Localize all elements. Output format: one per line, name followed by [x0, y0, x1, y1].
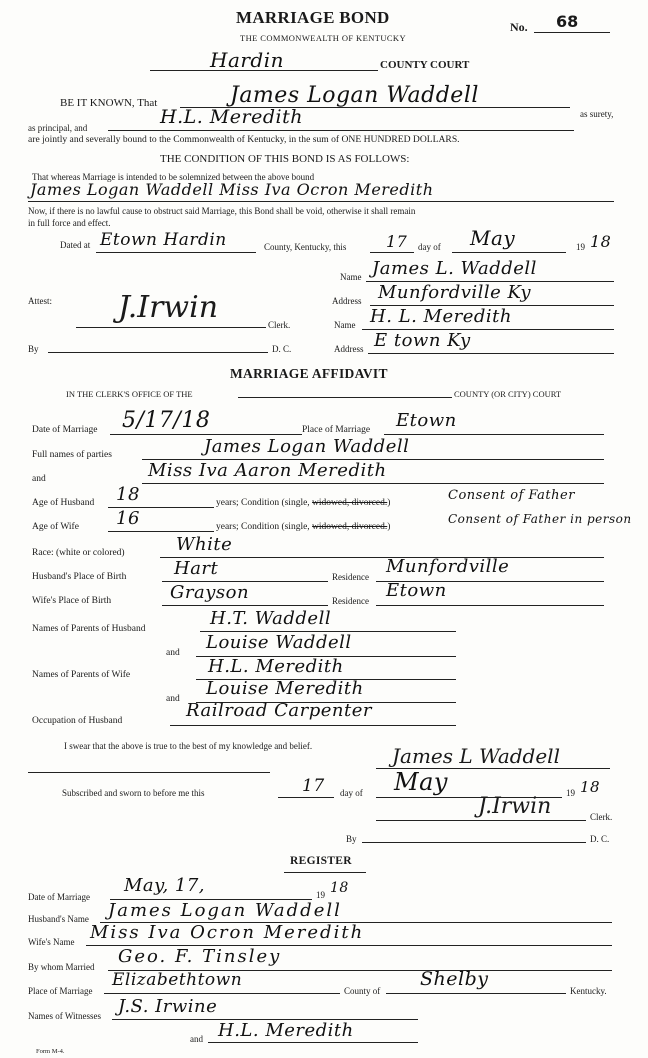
reg-husband-label: Husband's Name [28, 914, 89, 924]
attest-label: Attest: [28, 296, 52, 306]
condition-line1: That whereas Marriage is intended to be solemnized between the above bound [32, 172, 315, 182]
sub-year-suffix: 18 [580, 778, 601, 796]
reg-county-of-label: County of [344, 986, 381, 996]
husband-birth-label: Husband's Place of Birth [32, 572, 127, 582]
reg-date-label: Date of Marriage [28, 892, 90, 902]
wife-residence-value: Etown [386, 580, 447, 601]
bond-year-suffix: 18 [590, 232, 612, 251]
principal-name: James Logan Waddell [230, 83, 479, 108]
reg-year-prefix: 19 [316, 890, 325, 900]
parent-h1-value: H.T. Waddell [210, 608, 332, 629]
affidavit-clerk-label: Clerk. [590, 812, 613, 822]
party2-name: Miss Iva Aaron Meredith [148, 460, 387, 481]
reg-wife-label: Wife's Name [28, 937, 75, 947]
reg-kentucky-label: Kentucky. [570, 986, 607, 996]
sub-year-prefix: 19 [566, 788, 575, 798]
be-it-known: BE IT KNOWN, That [60, 97, 158, 109]
and-label-1: and [32, 474, 46, 484]
address2-label: Address [334, 344, 364, 354]
age-husband-label: Age of Husband [32, 498, 95, 508]
dated-at-label: Dated at [60, 240, 91, 250]
subscribed-day: 17 [302, 776, 325, 796]
reg-date-value: May, 17, [124, 875, 206, 896]
name2-value: H. L. Meredith [370, 306, 512, 327]
reg-married-by-label: By whom Married [28, 962, 95, 972]
surety-name: H.L. Meredith [160, 106, 303, 128]
reg-and-label: and [190, 1034, 203, 1044]
parent-w1-value: H.L. Meredith [208, 656, 344, 677]
subscribed-day-of: day of [340, 788, 363, 798]
county-city-court-label: COUNTY (OR CITY) COURT [454, 389, 562, 399]
wife-condition-value: Consent of Father in person [448, 512, 632, 526]
reg-husband-value: James Logan Waddell [108, 900, 342, 921]
husband-residence-value: Munfordville [386, 556, 510, 577]
affidavit-heading: MARRIAGE AFFIDAVIT [230, 366, 388, 381]
condition-line2: Now, if there is no lawful cause to obstruct said Marriage, this Bond shall be void, otherwise it shall remain [28, 206, 416, 216]
bond-by-label: By [28, 344, 39, 354]
reg-witnesses-label: Names of Witnesses [28, 1011, 101, 1021]
dated-place: Etown Hardin [100, 230, 227, 250]
affiant-signature: James L Waddell [392, 744, 560, 768]
as-principal: as principal, and [28, 123, 88, 133]
age-wife-value: 16 [116, 508, 140, 529]
bond-no-label: No. [510, 20, 528, 34]
bond-year-prefix: 19 [576, 242, 585, 252]
parties-names: James Logan Waddell Miss Iva Ocron Meredith [30, 180, 434, 199]
reg-place-value: Elizabethtown [112, 970, 243, 990]
reg-county-value: Shelby [420, 968, 489, 990]
bond-dc-label: D. C. [272, 344, 292, 354]
reg-married-by-value: Geo. F. Tinsley [118, 946, 282, 967]
place-of-marriage-label: Place of Marriage [302, 425, 371, 435]
jointly-text: are jointly and severally bound to the Commonwealth of Kentucky, in the sum of ONE HUNDRED DOLLARS. [28, 134, 460, 145]
address1-value: Munfordville Ky [378, 282, 532, 303]
condition-heading: THE CONDITION OF THIS BOND IS AS FOLLOWS: [160, 153, 410, 165]
race-value: White [176, 534, 233, 555]
husband-residence-label: Residence [332, 572, 369, 582]
subscribed-month: May [394, 768, 448, 796]
address1-label: Address [332, 296, 362, 306]
affidavit-dc-label: D. C. [590, 834, 610, 844]
parent-h2-value: Louise Waddell [206, 632, 352, 653]
name1-label: Name [340, 272, 362, 282]
name1-value: James L. Waddell [372, 258, 537, 279]
occupation-label: Occupation of Husband [32, 716, 123, 726]
husband-birth-value: Hart [174, 558, 219, 579]
bond-subtitle: THE COMMONWEALTH OF KENTUCKY [240, 33, 407, 43]
wife-years-condition: years; Condition (single, widowed, divorced.) [216, 522, 391, 532]
bond-clerk-label: Clerk. [268, 320, 291, 330]
condition-line3: in full force and effect. [28, 218, 111, 228]
reg-witness1-value: J.S. Irwine [118, 996, 218, 1017]
swear-text: I swear that the above is true to the best of my knowledge and belief. [64, 741, 313, 751]
bond-day-of: day of [418, 242, 441, 252]
parent-w2-value: Louise Meredith [206, 678, 364, 699]
reg-wife-value: Miss Iva Ocron Meredith [90, 922, 365, 943]
race-label: Race: (white or colored) [32, 548, 125, 558]
county-ky-this: County, Kentucky, this [264, 242, 347, 252]
bond-day: 17 [386, 232, 408, 251]
parents-husband-label: Names of Parents of Husband [32, 624, 146, 634]
affidavit-by-label: By [346, 834, 357, 844]
wife-birth-value: Grayson [170, 582, 250, 603]
clerks-office-label: IN THE CLERK'S OFFICE OF THE [66, 389, 193, 399]
bond-title: MARRIAGE BOND [236, 8, 390, 27]
subscribed-text: Subscribed and sworn to before me this [62, 788, 205, 798]
bond-number: 68 [556, 12, 579, 31]
and-label-3: and [166, 694, 180, 704]
age-wife-label: Age of Wife [32, 522, 79, 532]
date-of-marriage-label: Date of Marriage [32, 425, 98, 435]
name2-label: Name [334, 320, 356, 330]
husband-condition-value: Consent of Father [448, 488, 575, 503]
wife-residence-label: Residence [332, 596, 369, 606]
form-number: Form M-4. [36, 1048, 65, 1055]
bond-county: Hardin [210, 48, 285, 72]
and-label-2: and [166, 648, 180, 658]
reg-place-label: Place of Marriage [28, 986, 93, 996]
wife-birth-label: Wife's Place of Birth [32, 596, 112, 606]
age-husband-value: 18 [116, 484, 140, 505]
bond-clerk-signature: J.Irwin [118, 290, 219, 325]
register-heading: REGISTER [290, 855, 352, 867]
bond-month: May [470, 226, 516, 250]
as-surety: as surety, [580, 109, 614, 119]
party1-name: James Logan Waddell [204, 436, 410, 457]
reg-year-suffix: 18 [330, 880, 349, 896]
bond-county-court: COUNTY COURT [380, 59, 470, 71]
full-names-label: Full names of parties [32, 450, 112, 460]
affidavit-clerk-signature: J.Irwin [478, 794, 552, 819]
reg-witness2-value: H.L. Meredith [218, 1020, 354, 1041]
date-of-marriage-value: 5/17/18 [122, 408, 211, 433]
place-of-marriage-value: Etown [396, 410, 457, 431]
occupation-value: Railroad Carpenter [186, 700, 372, 721]
address2-value: E town Ky [374, 330, 471, 351]
husband-years-condition: years; Condition (single, widowed, divorced.) [216, 498, 391, 508]
parents-wife-label: Names of Parents of Wife [32, 670, 131, 680]
